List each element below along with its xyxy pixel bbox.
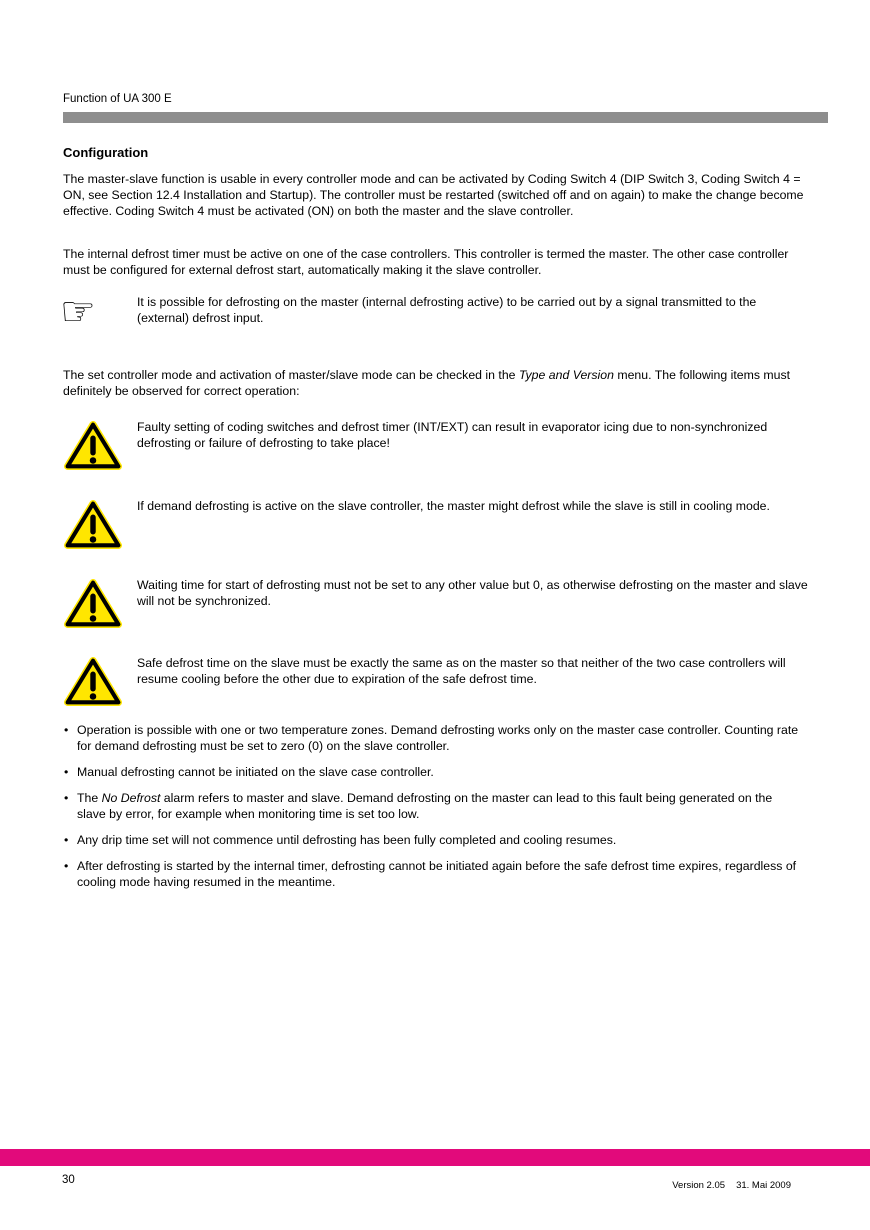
list-item: • Any drip time set will not commence until defrosting has been fully completed and cooling resumes. (63, 832, 800, 848)
version-label: Version 2.05 (672, 1180, 726, 1191)
warning-text: Faulty setting of coding switches and defrost timer (INT/EXT) can result in evaporator icing due to non-synchronized defrosting or failure of defrosting to take place! (137, 420, 768, 450)
warning-row (63, 577, 820, 609)
warning-row (63, 419, 820, 451)
footer-version-line (672, 1180, 791, 1191)
running-header: Function of UA 300 E (63, 93, 172, 105)
list-item-pre: The (77, 791, 102, 805)
menu-name-italic: Type and Version (518, 368, 614, 382)
warning-text: Waiting time for start of defrosting must not be set to any other value but 0, as otherwise defrosting on the master and slave will not be synchronized. (137, 578, 808, 608)
paragraph-configuration-3 (63, 367, 818, 399)
alarm-name-italic: No Defrost (101, 791, 161, 805)
list-item (63, 790, 800, 822)
bullet-list (63, 722, 800, 900)
note-text: It is possible for defrosting on the master (internal defrosting active) to be carried out by a signal transmitted to the (external) defrost input. (137, 295, 757, 325)
warning-row (63, 655, 820, 687)
list-item-post: alarm refers to master and slave. Demand defrosting on the master can lead to this fault being generated on the slave by error, for example when monitoring time is set too low. (77, 791, 773, 821)
page-number: 30 (62, 1174, 75, 1186)
warning-triangle-icon (64, 498, 122, 551)
note-row (60, 289, 820, 335)
list-item: • Manual defrosting cannot be initiated on the slave case controller. (63, 764, 800, 780)
paragraph-configuration-2: The internal defrost timer must be active on one of the case controllers. This controller is termed the master. The other case controller must be configured for external defrost start, automatically making it the slave controller. (63, 247, 789, 277)
warning-text: Safe defrost time on the slave must be exactly the same as on the master so that neither of the two case controllers will resume cooling before the other due to expiration of the safe defrost time. (137, 656, 786, 686)
section-heading: Configuration (63, 145, 149, 160)
list-item: • Operation is possible with one or two temperature zones. Demand defrosting works only on the master case controller. Counting rate for demand defrosting must be set to zero (0) on the slave controller. (63, 722, 800, 754)
list-item: • After defrosting is started by the internal timer, defrosting cannot be initiated again before the safe defrost time expires, regardless of cooling mode having resumed in the meantime. (63, 858, 800, 890)
paragraph-3-post: menu. The following items must definitely be observed for correct operation: (63, 368, 791, 398)
header-rule (63, 112, 828, 123)
warning-text: If demand defrosting is active on the slave controller, the master might defrost while the slave is still in cooling mode. (137, 499, 770, 513)
paragraph-3-pre: The set controller mode and activation of master/slave mode can be checked in the (63, 368, 519, 382)
paragraph-configuration-1: The master-slave function is usable in every controller mode and can be activated by Coding Switch 4 (DIP Switch 3, Coding Switch 4 = ON, see Section 12.4 Installation and Startup). The controller must be restarted (switched off and on again) to make the change become effective. Coding Switch 4 must be activated (ON) on both the master and the slave controller. (63, 172, 804, 218)
version-date: 31. Mai 2009 (736, 1180, 791, 1191)
warning-triangle-icon (64, 419, 122, 472)
warning-row (63, 498, 820, 514)
warning-triangle-icon (64, 655, 122, 708)
pointing-hand-icon: ☞ (60, 289, 96, 335)
footer-accent-bar (0, 1149, 870, 1166)
warning-triangle-icon (64, 577, 122, 630)
